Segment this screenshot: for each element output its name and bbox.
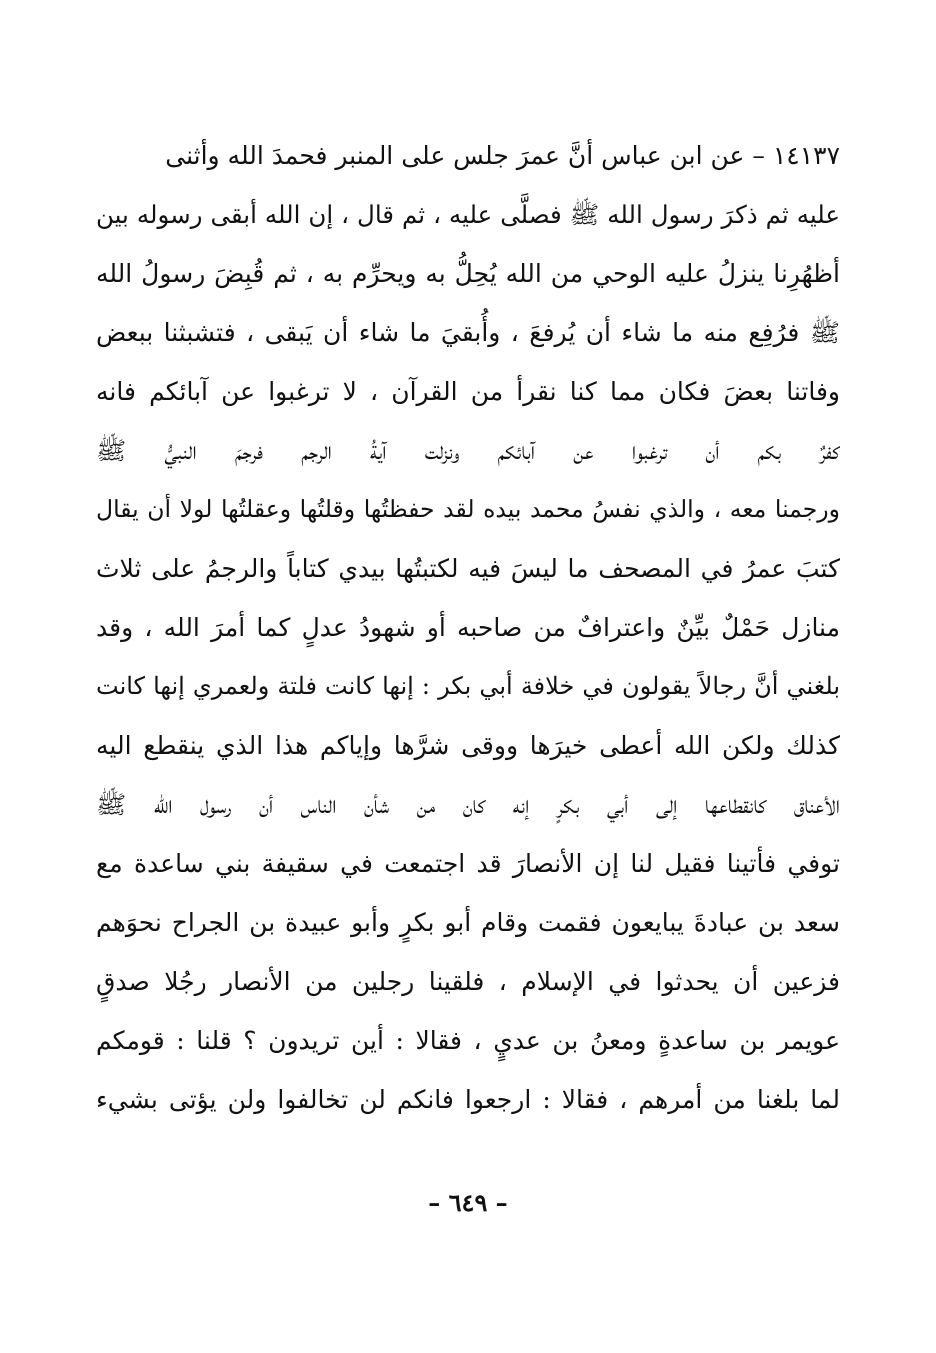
hadith-text-block <box>96 126 840 1129</box>
text-line: كفرٌ بكم أن ترغبوا عن آبائكم ونزلت آيةُ الرجم فرجمَ النبيُّ ﷺ <box>96 436 840 465</box>
text-line: فزعين أن يحدثوا في الإسلام ، فلقينا رجلين من الأنصار رجُلا صدقٍ <box>96 967 840 996</box>
text-line: بلغني أنَّ رجالاً يقولون في خلافة أبي بكر : إنها كانت فلتة ولعمري إنها كانت <box>96 672 840 700</box>
text-line: ﷺ فرُفِع منه ما شاء أن يُرفعَ ، وأُبقيَ ما شاء أن يَبقى ، فتشبثنا ببعض <box>96 318 840 347</box>
text-line: توفي فأتينا فقيل لنا إن الأنصارَ قد اجتمعت في سقيفة بني ساعدة مع <box>96 849 840 878</box>
text-line: لما بلغنا من أمرهم ، فقالا : ارجعوا فانكم لن تخالفوا ولن يؤتى بشيء <box>96 1085 840 1114</box>
text-line: سعد بن عبادةَ يبايعون فقمت وقام أبو بكرٍ وأبو عبيدة بن الجراح نحوَهم <box>96 908 840 937</box>
text-line: منازل حَمْلٌ بيِّنٌ واعترافٌ من صاحبه أو شهودُ عدلٍ كما أمرَ الله ، وقد <box>96 613 840 642</box>
text-line: الأعناق كانقطاعها إلى أبي بكرٍ إنه كان من شأن الناس أن رسول الله ﷺ <box>96 790 840 819</box>
text-line: أظهُرِنا ينزلُ عليه الوحي من الله يُحِلُّ به ويحرِّم به ، ثم قُبِضَ رسولُ الله <box>96 259 840 288</box>
text-line: ورجمنا معه ، والذي نفسُ محمد بيده لقد حفظتُها وقلتُها وعقلتُها لولا أن يقال <box>96 495 840 523</box>
text-line: ١٤١٣٧ – عن ابن عباس أنَّ عمرَ جلس على المنبر فحمدَ الله وأثنى <box>165 141 840 170</box>
text-line: وفاتنا بعضَ فكان مما كنا نقرأ من القرآن ، لا ترغبوا عن آبائكم فانه <box>96 377 840 406</box>
page-number: – ٦٤٩ – <box>428 1188 508 1217</box>
text-line: عليه ثم ذكرَ رسول الله ﷺ فصلَّى عليه ، ثم قال ، إن الله أبقى رسوله بين <box>96 200 840 229</box>
text-line: كذلك ولكن الله أعطى خيرَها ووقى شرَّها وإياكم هذا الذي ينقطع اليه <box>96 731 840 760</box>
text-line: عويمر بن ساعدةٍ ومعنُ بن عديٍ ، فقالا : أين تريدون ؟ قلنا : قومكم <box>96 1026 840 1055</box>
text-line: كتبَ عمرُ في المصحف ما ليسَ فيه لكتبتُها بيدي كتاباً والرجمُ على ثلاث <box>96 554 840 583</box>
